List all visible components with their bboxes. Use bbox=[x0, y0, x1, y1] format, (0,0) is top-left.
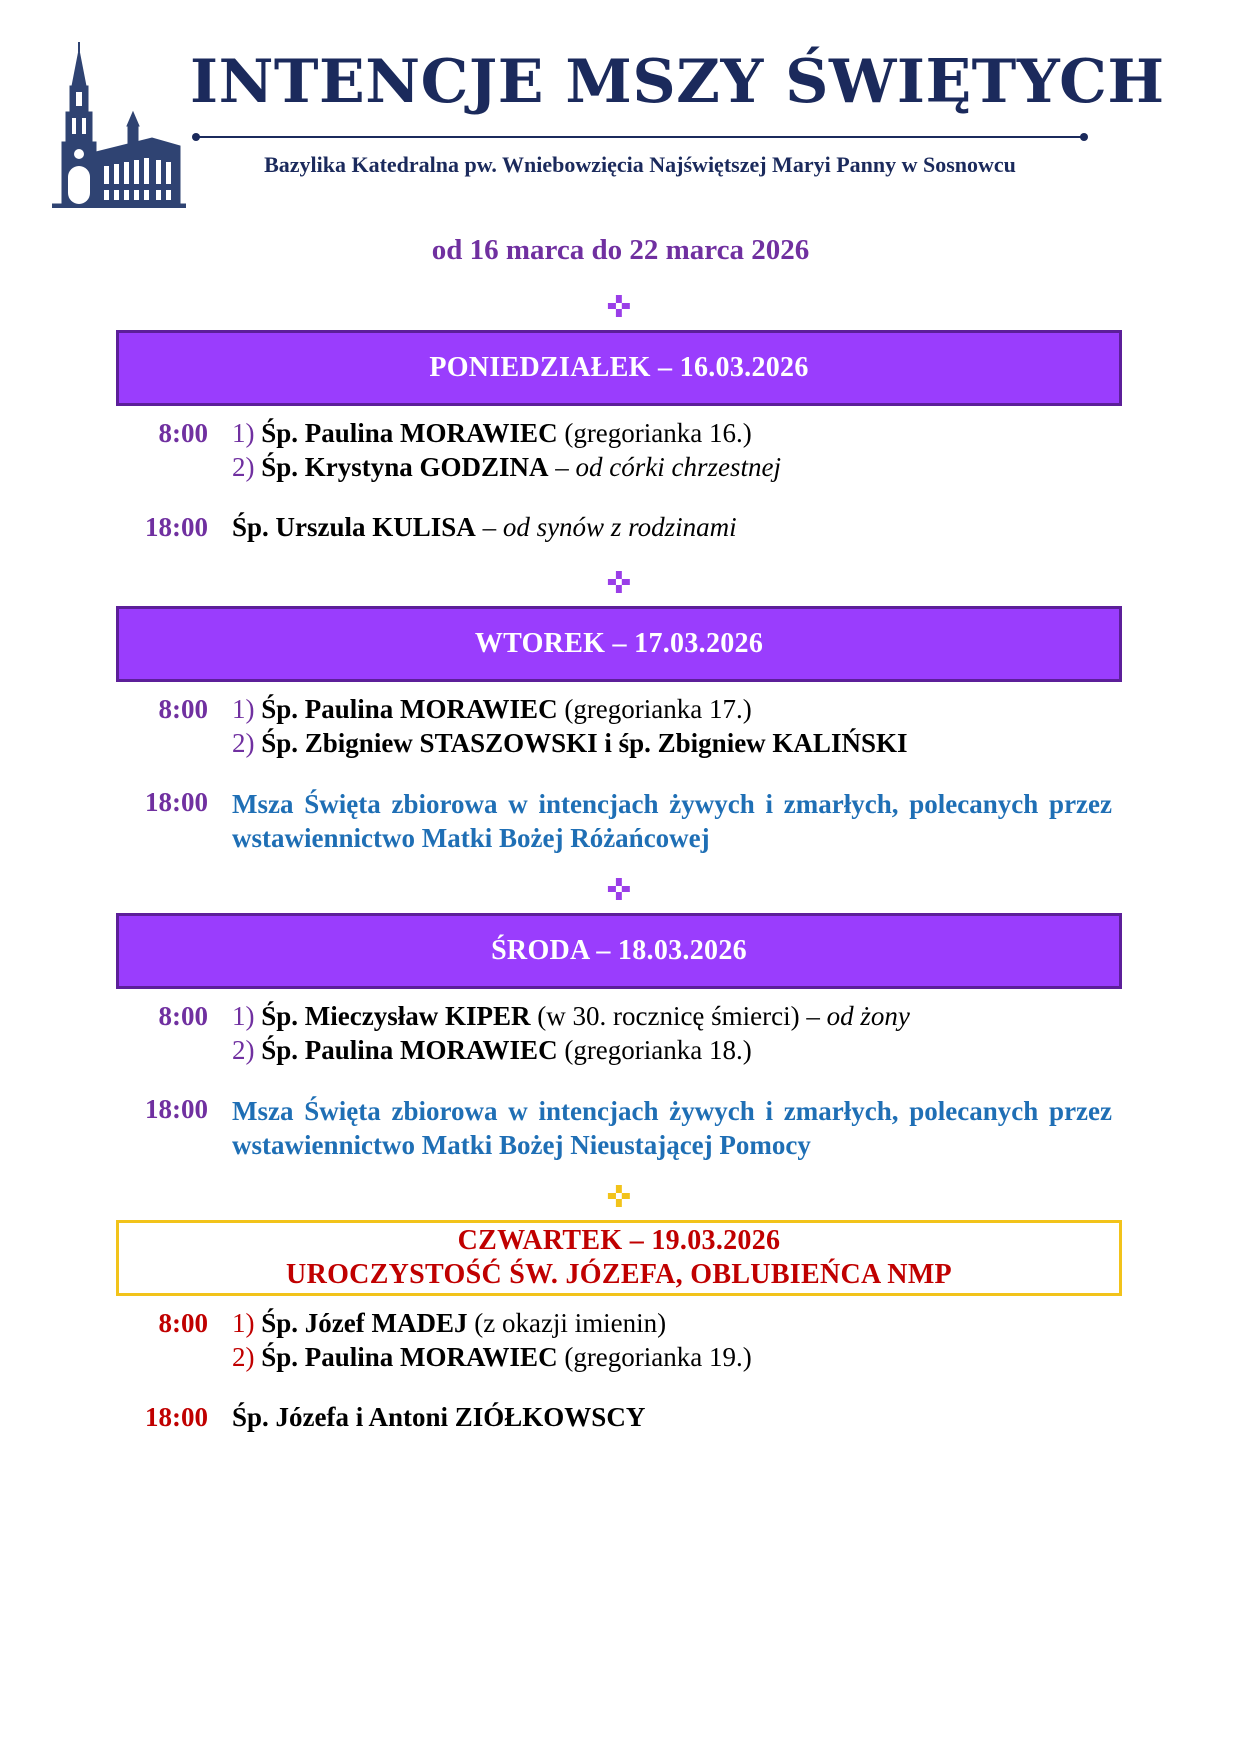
day-heading-thursday bbox=[116, 1220, 1122, 1296]
mass-time: 8:00 bbox=[158, 1001, 208, 1031]
date-range: od 16 marca do 22 marca 2026 bbox=[431, 234, 810, 266]
cathedral-icon bbox=[52, 42, 186, 208]
cross-icon: ✜ bbox=[606, 1180, 632, 1215]
day-heading-date: CZWARTEK – 19.03.2026 bbox=[457, 1225, 781, 1256]
mass-time: 18:00 bbox=[145, 1094, 208, 1124]
day-heading-monday: PONIEDZIAŁEK – 16.03.2026 bbox=[116, 330, 1122, 406]
day-heading-tuesday: WTOREK – 17.03.2026 bbox=[116, 606, 1122, 682]
mass-time: 8:00 bbox=[158, 1308, 208, 1338]
intention-line: 1) Śp. Paulina MORAWIEC (gregorianka 17.) bbox=[232, 694, 752, 724]
intention-line: 2) Śp. Zbigniew STASZOWSKI i śp. Zbigniew KALIŃSKI bbox=[232, 728, 908, 758]
cross-icon: ✜ bbox=[606, 566, 632, 601]
day-heading-wednesday: ŚRODA – 18.03.2026 bbox=[116, 913, 1122, 989]
page-subtitle: Bazylika Katedralna pw. Wniebowzięcia Najświętszej Maryi Panny w Sosnowcu bbox=[264, 152, 1016, 177]
page-title: INTENCJE MSZY ŚWIĘTYCH bbox=[190, 47, 1165, 117]
intention-line: Śp. Józefa i Antoni ZIÓŁKOWSCY bbox=[232, 1402, 646, 1432]
intention-line: 1) Śp. Józef MADEJ (z okazji imienin) bbox=[232, 1308, 667, 1338]
intention-line: 2) Śp. Krystyna GODZINA – od córki chrzestnej bbox=[232, 452, 781, 482]
cross-icon: ✜ bbox=[606, 290, 632, 325]
collective-mass-text: Msza Święta zbiorowa w intencjach żywych i zmarłych, polecanych przez wstawiennictwo Matki Bożej Nieustającej Pomocy bbox=[232, 1096, 1112, 1160]
intention-line: 2) Śp. Paulina MORAWIEC (gregorianka 19.) bbox=[232, 1342, 752, 1372]
intention-line: 2) Śp. Paulina MORAWIEC (gregorianka 18.) bbox=[232, 1035, 752, 1065]
mass-time: 8:00 bbox=[158, 694, 208, 724]
intention-line: 1) Śp. Paulina MORAWIEC (gregorianka 16.) bbox=[232, 418, 752, 448]
intention-line: 1) Śp. Mieczysław KIPER (w 30. rocznicę śmierci) – od żony bbox=[232, 1001, 910, 1031]
collective-mass-text: Msza Święta zbiorowa w intencjach żywych i zmarłych, polecanych przez wstawiennictwo Matki Bożej Różańcowej bbox=[232, 789, 1112, 853]
mass-time: 18:00 bbox=[145, 787, 208, 817]
mass-time: 8:00 bbox=[158, 418, 208, 448]
cross-icon: ✜ bbox=[606, 873, 632, 908]
title-divider bbox=[196, 136, 1084, 138]
intention-line: Śp. Urszula KULISA – od synów z rodzinami bbox=[232, 512, 737, 542]
mass-time: 18:00 bbox=[145, 512, 208, 542]
feast-title: UROCZYSTOŚĆ ŚW. JÓZEFA, OBLUBIEŃCA NMP bbox=[286, 1259, 952, 1290]
mass-time: 18:00 bbox=[145, 1402, 208, 1432]
